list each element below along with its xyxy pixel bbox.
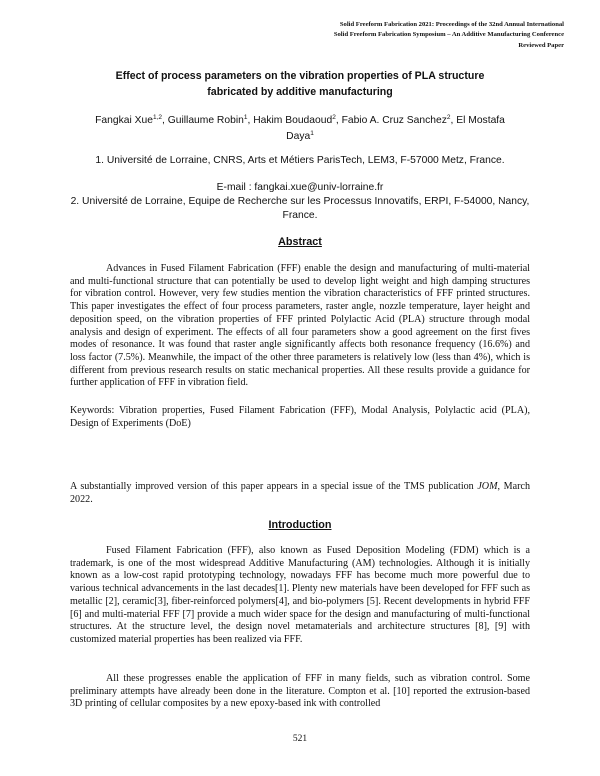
affiliation-2: 2. Université de Lorraine, Equipe de Recherche sur les Processus Innovatifs, ERPI, F-54000, Nancy, France. [70,196,530,221]
conference-header [204,20,564,51]
author-name: Fangkai Xue [95,115,153,126]
note-date: , March 2022. [70,481,530,505]
affiliation-1: 1. Université de Lorraine, CNRS, Arts et Métiers ParisTech, LEM3, F-57000 Metz, France. [95,155,505,166]
author-name: Fabio A. Cruz Sanchez [341,115,447,126]
paper-title [60,68,540,100]
author-affil-sup: 1,2 [152,114,162,121]
note-text: A substantially improved version of this paper appears in a special issue of the TMS publication [70,481,474,492]
intro-paragraph-1: Fused Filament Fabrication (FFF), also known as Fused Deposition Modeling (FDM) which is a trademark, is one of the most widespread Additive Manufacturing (AM) technologies. Although it is initially known as a low-cost rapid prototyping technology, nowadays FFF has become much more powerful due to various technical advancements in the last decades[1]. Plenty new materials have been developed for FFF such as metallic [2], ceramic[3], fiber-reinforced polymers[4], and bio-polymers [5]. Recent developments in hybrid FFF [6] and multi-material FFF [7] provide a much wider space for the design and manufacturing of multi-functional structures. At the structure level, the design novel metamaterials and architecture structures [8], [9] with customized material properties has been realized via FFF. [70,545,530,645]
title-line-1: Effect of process parameters on the vibration properties of PLA structure [115,70,485,82]
header-line-3: Reviewed Paper [518,41,564,49]
intro-paragraph-2: All these progresses enable the application of FFF in many fields, such as vibration control. Some preliminary attempts have already been done in the literature. Compton et al. [10] reported the extrusion-based 3D printing of cellular composites by a new epoxy-based ink with controlled [70,673,530,710]
abstract-text: Advances in Fused Filament Fabrication (FFF) enable the design and manufacturing of multi-material and multi-functional structure that can potentially be used to develop light weight and high damping structures for vibration control. However, very few studies mention the vibration characteristics of FFF printed structures. This paper investigates the effect of four process parameters, raster angle, nozzle temperature, layer height and deposition speed, on the vibration properties of FFF printed Polylactic Acid (PLA) structure through modal analysis and design of experiment. The effects of all four parameters show a good agreement on the first fives modes of resonance. It was found that raster angle significantly affects both resonance frequency (16.6%) and loss factor (7.5%). Meanwhile, the impact of the other three parameters is relatively low (less than 4%), which is different from previous research results on static mechanical properties. All these results provide a guidance for further application of FFF in vibration field. [70,263,530,389]
note-journal: JOM [477,481,498,492]
keywords: Keywords: Vibration properties, Fused Filament Fabrication (FFF), Modal Analysis, Polylactic acid (PLA), Design of Experiments (DoE) [70,405,530,429]
author-name: El Mostafa Daya [286,115,505,142]
introduction-heading: Introduction [268,519,332,531]
author-name: Guillaume Robin [167,115,244,126]
title-line-2: fabricated by additive manufacturing [207,86,393,98]
author-list: Fangkai Xue$^{1,2}$, Guillaume Robin$^1$, Hakim Boudaoud$^2$, Fabio A. Cruz Sanchez$^2$, El Mostafa Daya$^1$ [95,114,505,142]
author-affil-sup: 1 [243,114,248,121]
header-line-1: Solid Freeform Fabrication 2021: Proceedings of the 32nd Annual International [339,21,564,28]
page-number: 521 [292,734,308,744]
author-affil-sup: 2 [332,114,336,121]
abstract-heading: Abstract [278,236,322,248]
author-affil-sup: 1 [310,129,314,137]
author-affil-sup: 2 [446,114,451,121]
publication-note [70,481,530,506]
author-email: E-mail : fangkai.xue@univ-lorraine.fr [216,182,384,193]
author-name: Hakim Boudaoud [253,115,333,126]
header-line-2: Solid Freeform Fabrication Symposium – An Additive Manufacturing Conference [333,31,564,39]
